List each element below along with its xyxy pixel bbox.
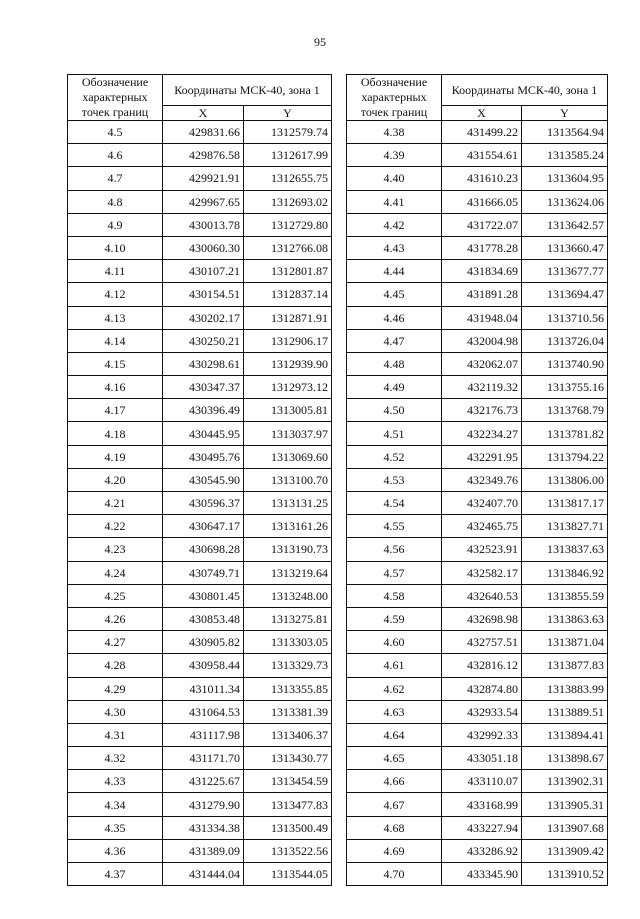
header-point-label: Обозначение характерных точек границ (68, 75, 163, 121)
table-body-left (68, 121, 332, 886)
x-coordinate-cell: 432757.51 (442, 631, 522, 654)
x-coordinate-cell: 430905.82 (163, 631, 244, 654)
x-coordinate-cell: 431225.67 (163, 770, 244, 793)
point-id-cell: 4.9 (68, 213, 163, 236)
table-row (347, 468, 608, 491)
x-coordinate-cell: 430154.51 (163, 283, 244, 306)
x-coordinate-cell: 432465.75 (442, 515, 522, 538)
y-coordinate-cell: 1313905.31 (522, 793, 608, 816)
table-row (68, 700, 332, 723)
table-row (68, 607, 332, 630)
y-coordinate-cell: 1312579.74 (244, 121, 332, 144)
point-id-cell: 4.67 (347, 793, 442, 816)
table-row (347, 747, 608, 770)
point-id-cell: 4.7 (68, 167, 163, 190)
point-id-cell: 4.28 (68, 654, 163, 677)
x-coordinate-cell: 430801.45 (163, 584, 244, 607)
y-coordinate-cell: 1312801.87 (244, 260, 332, 283)
x-coordinate-cell: 432291.95 (442, 445, 522, 468)
table-row (68, 654, 332, 677)
y-coordinate-cell: 1313902.31 (522, 770, 608, 793)
x-coordinate-cell: 433051.18 (442, 747, 522, 770)
point-id-cell: 4.26 (68, 607, 163, 630)
x-coordinate-cell: 431064.53 (163, 700, 244, 723)
x-coordinate-cell: 430596.37 (163, 492, 244, 515)
point-id-cell: 4.20 (68, 468, 163, 491)
y-coordinate-cell: 1313817.17 (522, 492, 608, 515)
y-coordinate-cell: 1313855.59 (522, 584, 608, 607)
x-coordinate-cell: 431334.38 (163, 816, 244, 839)
point-id-cell: 4.18 (68, 422, 163, 445)
point-id-cell: 4.61 (347, 654, 442, 677)
header-y: Y (244, 106, 332, 121)
point-id-cell: 4.31 (68, 723, 163, 746)
table-row (68, 213, 332, 236)
y-coordinate-cell: 1313806.00 (522, 468, 608, 491)
x-coordinate-cell: 433110.07 (442, 770, 522, 793)
x-coordinate-cell: 431778.28 (442, 236, 522, 259)
y-coordinate-cell: 1312655.75 (244, 167, 332, 190)
table-row (347, 793, 608, 816)
x-coordinate-cell: 432234.27 (442, 422, 522, 445)
table-row (68, 468, 332, 491)
y-coordinate-cell: 1313248.00 (244, 584, 332, 607)
x-coordinate-cell: 430853.48 (163, 607, 244, 630)
table-row (347, 723, 608, 746)
point-id-cell: 4.24 (68, 561, 163, 584)
y-coordinate-cell: 1313037.97 (244, 422, 332, 445)
point-id-cell: 4.63 (347, 700, 442, 723)
x-coordinate-cell: 429831.66 (163, 121, 244, 144)
table-row (347, 445, 608, 468)
y-coordinate-cell: 1313069.60 (244, 445, 332, 468)
point-id-cell: 4.70 (347, 863, 442, 886)
x-coordinate-cell: 432933.54 (442, 700, 522, 723)
point-id-cell: 4.39 (347, 144, 442, 167)
table-row (347, 816, 608, 839)
y-coordinate-cell: 1313863.63 (522, 607, 608, 630)
table-row (68, 816, 332, 839)
x-coordinate-cell: 430107.21 (163, 260, 244, 283)
table-row (347, 236, 608, 259)
y-coordinate-cell: 1313677.77 (522, 260, 608, 283)
x-coordinate-cell: 432062.07 (442, 352, 522, 375)
table-row (68, 863, 332, 886)
table-row (347, 121, 608, 144)
table-row (347, 515, 608, 538)
y-coordinate-cell: 1313219.64 (244, 561, 332, 584)
x-coordinate-cell: 432523.91 (442, 538, 522, 561)
table-row (68, 492, 332, 515)
table-row (347, 700, 608, 723)
table-body-right (347, 121, 608, 886)
table-row (68, 515, 332, 538)
table-row (347, 631, 608, 654)
table-row (347, 770, 608, 793)
table-row (68, 747, 332, 770)
x-coordinate-cell: 433227.94 (442, 816, 522, 839)
point-id-cell: 4.14 (68, 329, 163, 352)
table-row (347, 863, 608, 886)
x-coordinate-cell: 432176.73 (442, 399, 522, 422)
x-coordinate-cell: 431722.07 (442, 213, 522, 236)
table-row (347, 144, 608, 167)
y-coordinate-cell: 1312906.17 (244, 329, 332, 352)
y-coordinate-cell: 1313500.49 (244, 816, 332, 839)
table-row (347, 306, 608, 329)
table-row (68, 561, 332, 584)
y-coordinate-cell: 1312837.14 (244, 283, 332, 306)
point-id-cell: 4.19 (68, 445, 163, 468)
y-coordinate-cell: 1313660.47 (522, 236, 608, 259)
point-id-cell: 4.57 (347, 561, 442, 584)
table-row (68, 445, 332, 468)
x-coordinate-cell: 431891.28 (442, 283, 522, 306)
point-id-cell: 4.59 (347, 607, 442, 630)
x-coordinate-cell: 431948.04 (442, 306, 522, 329)
x-coordinate-cell: 429876.58 (163, 144, 244, 167)
y-coordinate-cell: 1313846.92 (522, 561, 608, 584)
point-id-cell: 4.46 (347, 306, 442, 329)
header-point-label: Обозначение характерных точек границ (347, 75, 442, 121)
point-id-cell: 4.45 (347, 283, 442, 306)
point-id-cell: 4.11 (68, 260, 163, 283)
table-row (68, 352, 332, 375)
x-coordinate-cell: 432349.76 (442, 468, 522, 491)
table-row (68, 121, 332, 144)
point-id-cell: 4.25 (68, 584, 163, 607)
table-row (68, 584, 332, 607)
point-id-cell: 4.47 (347, 329, 442, 352)
point-id-cell: 4.43 (347, 236, 442, 259)
x-coordinate-cell: 430202.17 (163, 306, 244, 329)
y-coordinate-cell: 1312729.80 (244, 213, 332, 236)
y-coordinate-cell: 1313604.95 (522, 167, 608, 190)
table-row (347, 654, 608, 677)
x-coordinate-cell: 430545.90 (163, 468, 244, 491)
point-id-cell: 4.60 (347, 631, 442, 654)
point-id-cell: 4.42 (347, 213, 442, 236)
y-coordinate-cell: 1313894.41 (522, 723, 608, 746)
point-id-cell: 4.44 (347, 260, 442, 283)
x-coordinate-cell: 433286.92 (442, 839, 522, 862)
point-id-cell: 4.52 (347, 445, 442, 468)
y-coordinate-cell: 1313544.05 (244, 863, 332, 886)
y-coordinate-cell: 1313190.73 (244, 538, 332, 561)
x-coordinate-cell: 429921.91 (163, 167, 244, 190)
header-coords-label: Координаты МСК-40, зона 1 (442, 75, 608, 106)
y-coordinate-cell: 1313430.77 (244, 747, 332, 770)
table-row (68, 631, 332, 654)
table-row (347, 190, 608, 213)
x-coordinate-cell: 432407.70 (442, 492, 522, 515)
y-coordinate-cell: 1313871.04 (522, 631, 608, 654)
y-coordinate-cell: 1313585.24 (522, 144, 608, 167)
table-row (347, 399, 608, 422)
x-coordinate-cell: 431499.22 (442, 121, 522, 144)
table-row (68, 839, 332, 862)
table-row (68, 399, 332, 422)
point-id-cell: 4.38 (347, 121, 442, 144)
x-coordinate-cell: 430298.61 (163, 352, 244, 375)
y-coordinate-cell: 1313100.70 (244, 468, 332, 491)
table-row (347, 167, 608, 190)
point-id-cell: 4.5 (68, 121, 163, 144)
y-coordinate-cell: 1313303.05 (244, 631, 332, 654)
x-coordinate-cell: 432816.12 (442, 654, 522, 677)
point-id-cell: 4.41 (347, 190, 442, 213)
y-coordinate-cell: 1313477.83 (244, 793, 332, 816)
point-id-cell: 4.27 (68, 631, 163, 654)
x-coordinate-cell: 430958.44 (163, 654, 244, 677)
table-row (347, 376, 608, 399)
y-coordinate-cell: 1313329.73 (244, 654, 332, 677)
header-coords-label: Координаты МСК-40, зона 1 (163, 75, 332, 106)
point-id-cell: 4.54 (347, 492, 442, 515)
x-coordinate-cell: 430250.21 (163, 329, 244, 352)
x-coordinate-cell: 430013.78 (163, 213, 244, 236)
x-coordinate-cell: 432640.53 (442, 584, 522, 607)
point-id-cell: 4.32 (68, 747, 163, 770)
table-row (68, 376, 332, 399)
table-row (68, 770, 332, 793)
point-id-cell: 4.58 (347, 584, 442, 607)
point-id-cell: 4.12 (68, 283, 163, 306)
y-coordinate-cell: 1313877.83 (522, 654, 608, 677)
x-coordinate-cell: 430749.71 (163, 561, 244, 584)
point-id-cell: 4.49 (347, 376, 442, 399)
y-coordinate-cell: 1313161.26 (244, 515, 332, 538)
table-row (68, 329, 332, 352)
y-coordinate-cell: 1313827.71 (522, 515, 608, 538)
point-id-cell: 4.65 (347, 747, 442, 770)
x-coordinate-cell: 431444.04 (163, 863, 244, 886)
x-coordinate-cell: 430347.37 (163, 376, 244, 399)
table-row (347, 283, 608, 306)
point-id-cell: 4.30 (68, 700, 163, 723)
x-coordinate-cell: 433345.90 (442, 863, 522, 886)
x-coordinate-cell: 431554.61 (442, 144, 522, 167)
y-coordinate-cell: 1313381.39 (244, 700, 332, 723)
x-coordinate-cell: 431117.98 (163, 723, 244, 746)
point-id-cell: 4.50 (347, 399, 442, 422)
y-coordinate-cell: 1313454.59 (244, 770, 332, 793)
x-coordinate-cell: 431389.09 (163, 839, 244, 862)
table-row (347, 677, 608, 700)
y-coordinate-cell: 1313898.67 (522, 747, 608, 770)
table-row (347, 538, 608, 561)
y-coordinate-cell: 1313883.99 (522, 677, 608, 700)
header-y: Y (522, 106, 608, 121)
point-id-cell: 4.16 (68, 376, 163, 399)
point-id-cell: 4.17 (68, 399, 163, 422)
point-id-cell: 4.68 (347, 816, 442, 839)
y-coordinate-cell: 1313837.63 (522, 538, 608, 561)
table-row (68, 144, 332, 167)
x-coordinate-cell: 430698.28 (163, 538, 244, 561)
table-row (347, 352, 608, 375)
y-coordinate-cell: 1313768.79 (522, 399, 608, 422)
y-coordinate-cell: 1312693.02 (244, 190, 332, 213)
y-coordinate-cell: 1312766.08 (244, 236, 332, 259)
point-id-cell: 4.29 (68, 677, 163, 700)
coordinates-table-left (67, 74, 332, 886)
y-coordinate-cell: 1313781.82 (522, 422, 608, 445)
point-id-cell: 4.21 (68, 492, 163, 515)
y-coordinate-cell: 1312973.12 (244, 376, 332, 399)
table-row (347, 584, 608, 607)
table-row (347, 492, 608, 515)
header-x: X (163, 106, 244, 121)
point-id-cell: 4.33 (68, 770, 163, 793)
table-row (347, 422, 608, 445)
table-row (347, 213, 608, 236)
y-coordinate-cell: 1313740.90 (522, 352, 608, 375)
point-id-cell: 4.55 (347, 515, 442, 538)
point-id-cell: 4.56 (347, 538, 442, 561)
x-coordinate-cell: 432874.80 (442, 677, 522, 700)
x-coordinate-cell: 433168.99 (442, 793, 522, 816)
y-coordinate-cell: 1313694.47 (522, 283, 608, 306)
point-id-cell: 4.62 (347, 677, 442, 700)
x-coordinate-cell: 430396.49 (163, 399, 244, 422)
x-coordinate-cell: 432119.32 (442, 376, 522, 399)
x-coordinate-cell: 430445.95 (163, 422, 244, 445)
table-row (68, 793, 332, 816)
x-coordinate-cell: 431279.90 (163, 793, 244, 816)
table-row (347, 260, 608, 283)
point-id-cell: 4.15 (68, 352, 163, 375)
point-id-cell: 4.10 (68, 236, 163, 259)
table-row (68, 167, 332, 190)
y-coordinate-cell: 1313005.81 (244, 399, 332, 422)
x-coordinate-cell: 431610.23 (442, 167, 522, 190)
point-id-cell: 4.22 (68, 515, 163, 538)
y-coordinate-cell: 1313907.68 (522, 816, 608, 839)
table-row (68, 306, 332, 329)
y-coordinate-cell: 1313355.85 (244, 677, 332, 700)
table-row (68, 260, 332, 283)
header-x: X (442, 106, 522, 121)
point-id-cell: 4.23 (68, 538, 163, 561)
table-row (68, 677, 332, 700)
point-id-cell: 4.37 (68, 863, 163, 886)
y-coordinate-cell: 1313131.25 (244, 492, 332, 515)
point-id-cell: 4.53 (347, 468, 442, 491)
point-id-cell: 4.34 (68, 793, 163, 816)
x-coordinate-cell: 432582.17 (442, 561, 522, 584)
y-coordinate-cell: 1313710.56 (522, 306, 608, 329)
point-id-cell: 4.64 (347, 723, 442, 746)
point-id-cell: 4.69 (347, 839, 442, 862)
point-id-cell: 4.36 (68, 839, 163, 862)
x-coordinate-cell: 431171.70 (163, 747, 244, 770)
x-coordinate-cell: 430647.17 (163, 515, 244, 538)
point-id-cell: 4.6 (68, 144, 163, 167)
y-coordinate-cell: 1312871.91 (244, 306, 332, 329)
point-id-cell: 4.48 (347, 352, 442, 375)
table-row (347, 607, 608, 630)
point-id-cell: 4.8 (68, 190, 163, 213)
x-coordinate-cell: 430060.30 (163, 236, 244, 259)
table-row (68, 236, 332, 259)
table-row (347, 561, 608, 584)
point-id-cell: 4.35 (68, 816, 163, 839)
y-coordinate-cell: 1313406.37 (244, 723, 332, 746)
y-coordinate-cell: 1313522.56 (244, 839, 332, 862)
coordinates-table-right (346, 74, 608, 886)
point-id-cell: 4.13 (68, 306, 163, 329)
y-coordinate-cell: 1313275.81 (244, 607, 332, 630)
x-coordinate-cell: 432992.33 (442, 723, 522, 746)
y-coordinate-cell: 1312939.90 (244, 352, 332, 375)
x-coordinate-cell: 431666.05 (442, 190, 522, 213)
table-row (68, 190, 332, 213)
table-row (68, 723, 332, 746)
point-id-cell: 4.40 (347, 167, 442, 190)
y-coordinate-cell: 1313624.06 (522, 190, 608, 213)
y-coordinate-cell: 1313642.57 (522, 213, 608, 236)
y-coordinate-cell: 1313909.42 (522, 839, 608, 862)
y-coordinate-cell: 1313755.16 (522, 376, 608, 399)
point-id-cell: 4.66 (347, 770, 442, 793)
y-coordinate-cell: 1312617.99 (244, 144, 332, 167)
table-row (347, 839, 608, 862)
x-coordinate-cell: 431834.69 (442, 260, 522, 283)
y-coordinate-cell: 1313794.22 (522, 445, 608, 468)
y-coordinate-cell: 1313726.04 (522, 329, 608, 352)
x-coordinate-cell: 430495.76 (163, 445, 244, 468)
table-row (68, 538, 332, 561)
x-coordinate-cell: 432004.98 (442, 329, 522, 352)
point-id-cell: 4.51 (347, 422, 442, 445)
y-coordinate-cell: 1313910.52 (522, 863, 608, 886)
page-number: 95 (314, 35, 326, 49)
x-coordinate-cell: 432698.98 (442, 607, 522, 630)
y-coordinate-cell: 1313564.94 (522, 121, 608, 144)
table-row (68, 422, 332, 445)
x-coordinate-cell: 429967.65 (163, 190, 244, 213)
y-coordinate-cell: 1313889.51 (522, 700, 608, 723)
table-row (68, 283, 332, 306)
x-coordinate-cell: 431011.34 (163, 677, 244, 700)
table-row (347, 329, 608, 352)
